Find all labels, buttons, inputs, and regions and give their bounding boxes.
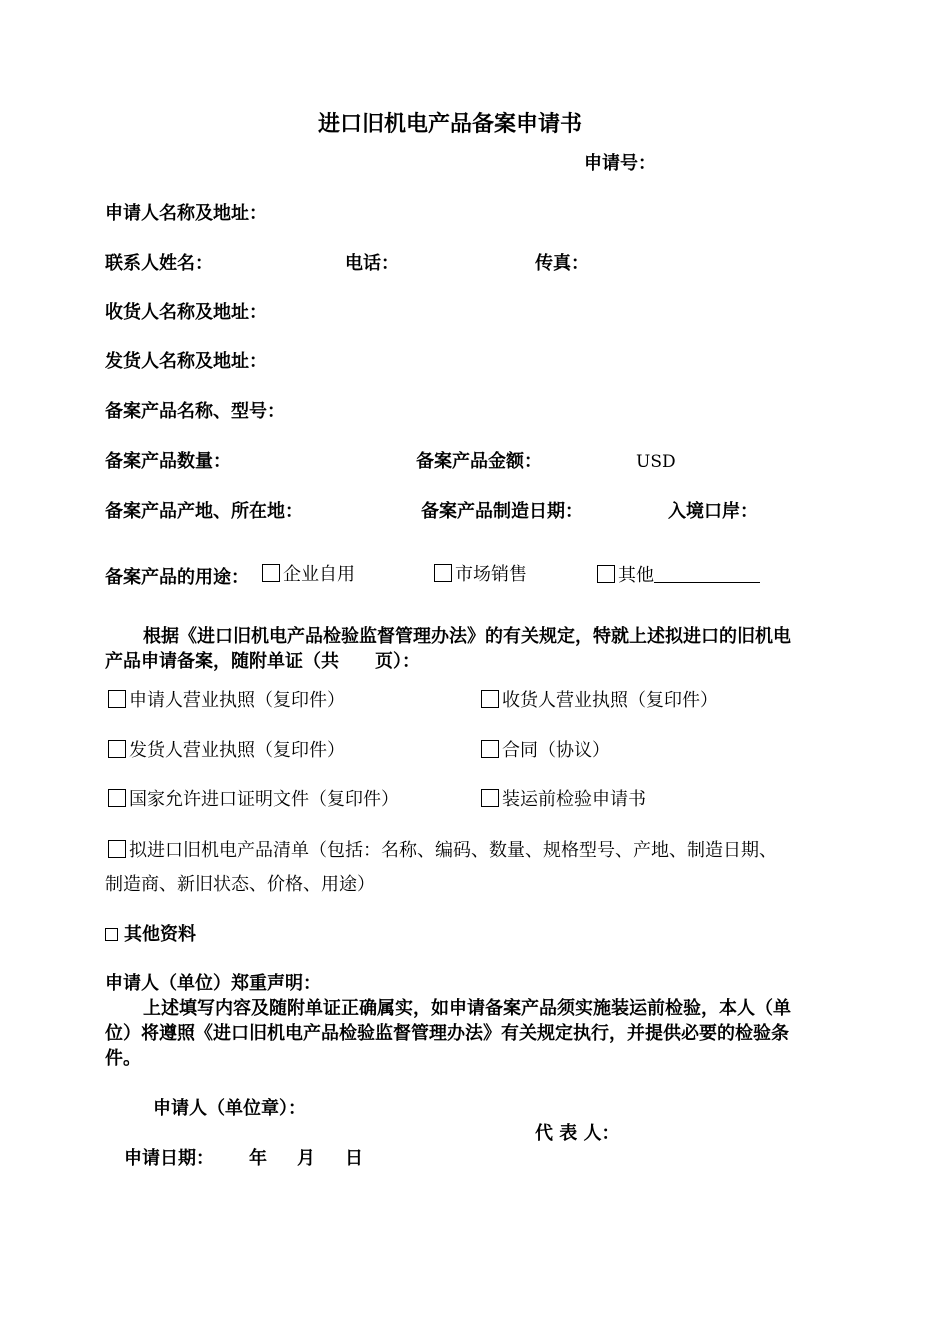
checkbox-icon[interactable] xyxy=(481,789,499,807)
doc-import-permit[interactable]: 国家允许进口证明文件（复印件） xyxy=(108,789,399,811)
declaration-line-2: 位）将遵照《进口旧机电产品检验监督管理办法》有关规定执行，并提供必要的检验条 xyxy=(105,1023,789,1044)
equipment-list-line-2: 制造商、新旧状态、价格、用途） xyxy=(105,874,375,895)
other-usage-blank[interactable] xyxy=(654,564,760,583)
doc-consignee-license[interactable]: 收货人营业执照（复印件） xyxy=(481,690,718,712)
origin-label: 备案产品产地、所在地： xyxy=(105,501,303,522)
checkbox-icon[interactable] xyxy=(597,565,615,583)
doc-consignor-license[interactable]: 发货人营业执照（复印件） xyxy=(108,740,345,762)
date-year: 年 xyxy=(249,1148,267,1169)
usage-option-self-use[interactable]: 企业自用 xyxy=(262,564,355,586)
declaration-line-3: 件。 xyxy=(105,1048,141,1069)
entry-port-label: 入境口岸： xyxy=(668,501,758,522)
representative-label: 代 表 人： xyxy=(535,1123,620,1144)
checkbox-icon[interactable] xyxy=(108,690,126,708)
checkbox-icon[interactable] xyxy=(262,564,280,582)
checkbox-icon[interactable] xyxy=(481,690,499,708)
phone-label: 电话： xyxy=(345,253,399,274)
date-day: 日 xyxy=(345,1148,363,1169)
checkbox-icon[interactable] xyxy=(481,740,499,758)
usage-option-other[interactable]: 其他 xyxy=(597,564,760,587)
fax-label: 传真： xyxy=(535,253,589,274)
date-month: 月 xyxy=(297,1148,315,1169)
manufacture-date-label: 备案产品制造日期： xyxy=(421,501,583,522)
product-name-label: 备案产品名称、型号： xyxy=(105,401,285,422)
contact-name-label: 联系人姓名： xyxy=(105,253,213,274)
declaration-heading: 申请人（单位）郑重声明： xyxy=(105,973,321,994)
intro-line-1: 根据《进口旧机电产品检验监督管理办法》的有关规定，特就上述拟进口的旧机电 xyxy=(143,626,791,647)
application-date-label: 申请日期： xyxy=(124,1148,214,1169)
checkbox-icon[interactable] xyxy=(108,740,126,758)
usage-label: 备案产品的用途： xyxy=(105,567,249,588)
usage-option-market-sale[interactable]: 市场销售 xyxy=(434,564,527,586)
declaration-line-1: 上述填写内容及随附单证正确属实，如申请备案产品须实施装运前检验，本人（单 xyxy=(143,998,791,1019)
application-number-label: 申请号： xyxy=(584,153,656,174)
intro-line-2: 产品申请备案，随附单证（共 页）： xyxy=(105,651,420,672)
consignor-label: 发货人名称及地址： xyxy=(105,351,267,372)
consignee-label: 收货人名称及地址： xyxy=(105,302,267,323)
page-title: 进口旧机电产品备案申请书 xyxy=(318,112,583,137)
amount-label: 备案产品金额： xyxy=(416,451,542,472)
doc-equipment-list[interactable]: 拟进口旧机电产品清单（包括：名称、编码、数量、规格型号、产地、制造日期、 xyxy=(108,840,777,862)
applicant-seal-label: 申请人（单位章）： xyxy=(153,1098,306,1119)
checkbox-icon[interactable] xyxy=(108,840,126,858)
doc-applicant-license[interactable]: 申请人营业执照（复印件） xyxy=(108,690,345,712)
checkbox-icon[interactable] xyxy=(108,789,126,807)
doc-other-materials[interactable]: 其他资料 xyxy=(105,924,196,946)
doc-preshipment-inspection[interactable]: 装运前检验申请书 xyxy=(481,789,646,811)
checkbox-icon[interactable] xyxy=(434,564,452,582)
quantity-label: 备案产品数量： xyxy=(105,451,231,472)
checkbox-icon[interactable] xyxy=(105,928,118,941)
applicant-label: 申请人名称及地址： xyxy=(105,203,267,224)
currency-value: USD xyxy=(636,452,676,472)
doc-contract[interactable]: 合同（协议） xyxy=(481,740,610,762)
